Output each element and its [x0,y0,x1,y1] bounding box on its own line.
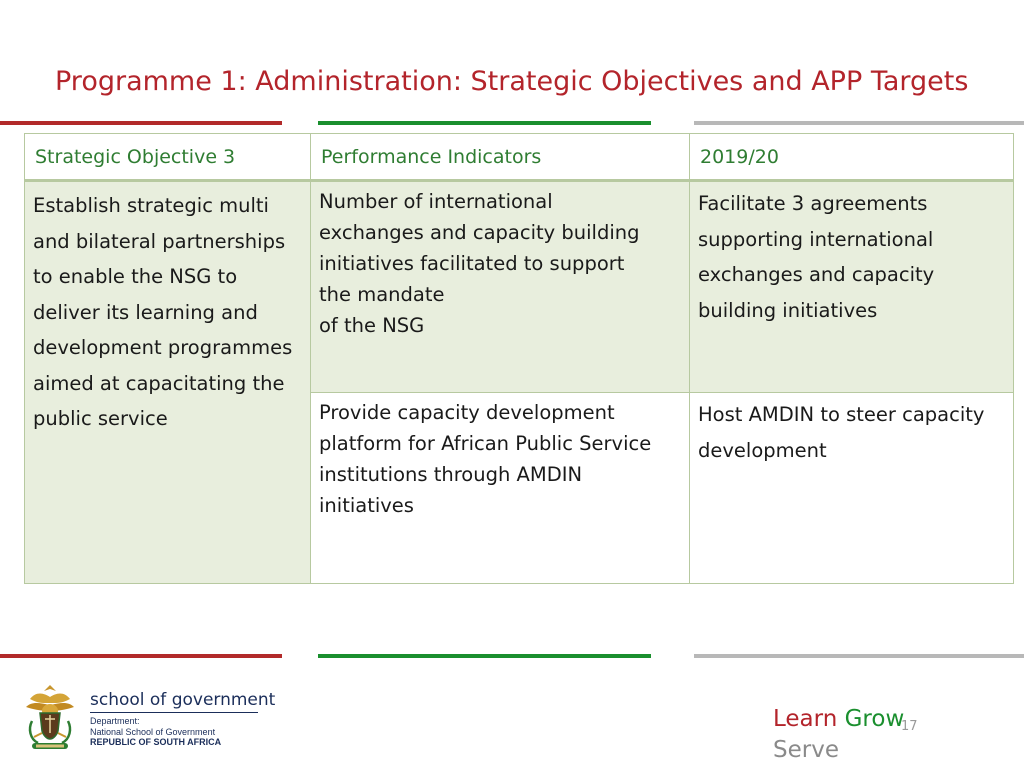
target-cell: Facilitate 3 agreements supporting international exchanges and capacity building initiatives [690,181,1014,393]
indicator-line: Number of international [319,190,553,213]
indicator-line: exchanges and capacity building [319,221,640,244]
indicator-line: initiatives facilitated to support [319,252,625,275]
bottom-divider-red [0,654,282,658]
top-divider-green [318,121,651,125]
coat-of-arms-icon [22,681,78,753]
indicator-line: the mandate [319,283,445,306]
tagline-serve: Serve [773,737,839,763]
objectives-table [24,133,1014,584]
dept-label: Department: [90,716,140,726]
indicator-line: initiatives [319,494,414,517]
dept-name: National School of Government [90,726,216,737]
indicator-line: institutions through AMDIN [319,463,583,486]
header-year: 2019/20 [690,134,1014,181]
school-name-underline [90,712,258,713]
slide-title: Programme 1: Administration: Strategic Objectives and APP Targets [55,66,969,97]
indicator-line: platform for African Public Service [319,432,652,455]
tagline [773,704,923,766]
department-block [90,716,221,748]
school-name: school of government [90,690,276,710]
target-cell: Host AMDIN to steer capacity development [690,393,1014,584]
tagline-learn: Learn [773,706,838,732]
header-performance-indicators: Performance Indicators [311,134,690,181]
table-header-row [25,134,1014,181]
country-name: REPUBLIC OF SOUTH AFRICA [90,737,222,747]
bottom-divider-green [318,654,651,658]
indicator-cell [311,393,690,584]
table-row [25,181,1014,393]
header-strategic-objective: Strategic Objective 3 [25,134,311,181]
bottom-divider-grey [694,654,1024,658]
top-divider-red [0,121,282,125]
indicator-cell [311,181,690,393]
page-number: 17 [901,719,918,734]
indicator-line: of the NSG [319,314,425,337]
indicator-line: Provide capacity development [319,401,615,424]
tagline-grow: Grow [844,706,905,732]
objective-cell: Establish strategic multi and bilateral partnerships to enable the NSG to deliver its learning and development programmes aimed at capacitating the public service [25,181,311,584]
top-divider-grey [694,121,1024,125]
